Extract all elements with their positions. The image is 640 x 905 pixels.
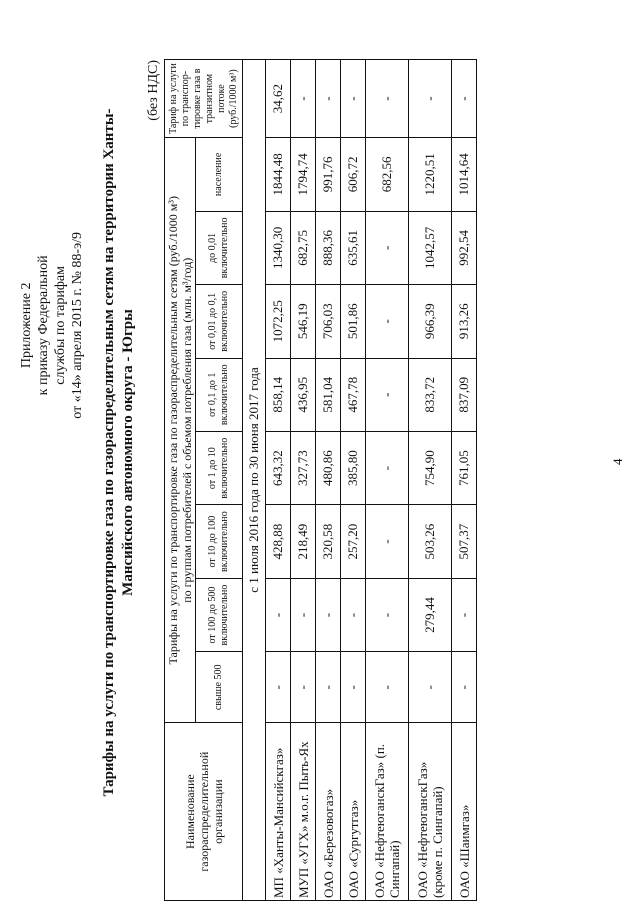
tariff-group-header-line-1: Тарифы на услуги по транспортировке газа по газораспределительным сетям (руб./1000 м³) (166, 196, 180, 665)
table-row (266, 60, 291, 901)
org-name-cell: ОАО «Шаимгаз» (452, 723, 477, 901)
tariff-value-cell: 606,72 (341, 138, 366, 211)
table-row (409, 60, 452, 901)
tariff-value-cell: - (409, 652, 452, 723)
tariff-value-cell: 501,86 (341, 285, 366, 358)
tariff-value-cell: 888,36 (316, 211, 341, 284)
transit-tariff-header: Тариф на услуги по транспор-тировке газа в транзитном потоке (руб./1000 м³) (165, 60, 243, 138)
tariff-value-cell: 218,49 (291, 505, 316, 578)
table-row (316, 60, 341, 901)
tariff-group-header-line-2: по группам потребителей с объемом потребления газа (млн. м³/год) (180, 257, 194, 603)
tariff-value-cell: - (452, 652, 477, 723)
document-title (100, 0, 138, 905)
tariff-value-cell: 480,86 (316, 431, 341, 504)
tariff-value-cell: - (366, 652, 409, 723)
tariff-value-cell: 257,20 (341, 505, 366, 578)
tariff-value-cell: 279,44 (409, 578, 452, 651)
tariff-value-cell: - (266, 652, 291, 723)
tariff-value-cell: - (452, 60, 477, 138)
subheader-1-10: от 1 до 10 включительно (196, 431, 243, 504)
tariff-value-cell: 991,76 (316, 138, 341, 211)
tariff-value-cell: 706,03 (316, 285, 341, 358)
tariff-value-cell: - (366, 60, 409, 138)
subheader-over-500: свыше 500 (196, 652, 243, 723)
tariff-value-cell: 682,75 (291, 211, 316, 284)
subheader-100-500: от 100 до 500 включительно (196, 578, 243, 651)
tariff-value-cell: 635,61 (341, 211, 366, 284)
subheader-under-001: до 0,01 включительно (196, 211, 243, 284)
tariff-value-cell: - (316, 652, 341, 723)
tariff-value-cell: 546,19 (291, 285, 316, 358)
tariff-value-cell: 1072,25 (266, 285, 291, 358)
tariff-value-cell: 1340,30 (266, 211, 291, 284)
table-row (291, 60, 316, 901)
org-name-cell: ОАО «НефтеюганскГаз» (п. Сингапай) (366, 723, 409, 901)
tariff-value-cell: 858,14 (266, 358, 291, 431)
title-line-2: Мансийского автономного округа - Югры (120, 309, 136, 596)
tariff-value-cell: 1220,51 (409, 138, 452, 211)
tariffs-table-body (243, 60, 477, 901)
tariff-value-cell: - (366, 431, 409, 504)
tariff-value-cell: 966,39 (409, 285, 452, 358)
table-row (341, 60, 366, 901)
subheader-10-100: от 10 до 100 включительно (196, 505, 243, 578)
tariff-value-cell: - (341, 60, 366, 138)
tariffs-table (164, 59, 477, 901)
tariff-value-cell: - (452, 578, 477, 651)
tariff-value-cell: - (366, 211, 409, 284)
tariff-value-cell: 682,56 (366, 138, 409, 211)
tariff-value-cell: 833,72 (409, 358, 452, 431)
tariff-value-cell: 1014,64 (452, 138, 477, 211)
subheader-population: население (196, 138, 243, 211)
tariff-value-cell: - (409, 60, 452, 138)
subheader-01-1: от 0,1 до 1 включительно (196, 358, 243, 431)
tariff-value-cell: 428,88 (266, 505, 291, 578)
tariff-value-cell: - (291, 578, 316, 651)
tariff-value-cell: - (366, 578, 409, 651)
table-row (366, 60, 409, 901)
tariff-value-cell: - (341, 578, 366, 651)
org-name-cell: ОАО «Березовогаз» (316, 723, 341, 901)
tariff-value-cell: 643,32 (266, 431, 291, 504)
tariff-value-cell: - (316, 578, 341, 651)
appendix-header (18, 232, 86, 419)
tariff-value-cell: 761,05 (452, 431, 477, 504)
tariff-value-cell: 913,26 (452, 285, 477, 358)
tariff-value-cell: 1042,57 (409, 211, 452, 284)
tariff-value-cell: 385,80 (341, 431, 366, 504)
tariff-value-cell: 754,90 (409, 431, 452, 504)
tariff-value-cell: - (366, 505, 409, 578)
table-row (452, 60, 477, 901)
tariff-value-cell: 34,62 (266, 60, 291, 138)
tariff-value-cell: - (341, 652, 366, 723)
tariff-value-cell: 992,54 (452, 211, 477, 284)
tariff-value-cell: 837,09 (452, 358, 477, 431)
title-line-1: Тарифы на услуги по транспортировке газа по газораспределительным сетям на территории Ханты- (101, 108, 117, 797)
org-name-cell: ОАО «Сургутгаз» (341, 723, 366, 901)
tariff-value-cell: 503,26 (409, 505, 452, 578)
tariff-value-cell: 581,04 (316, 358, 341, 431)
tariff-value-cell: - (316, 60, 341, 138)
period-row (243, 60, 266, 901)
org-name-cell: МУП «УГХ» м.о.г. Пыть-Ях (291, 723, 316, 901)
tariff-value-cell: 320,58 (316, 505, 341, 578)
tariff-value-cell: - (366, 358, 409, 431)
org-name-cell: МП «Ханты-Мансийскгаз» (266, 723, 291, 901)
period-label: с 1 июля 2016 года по 30 июня 2017 года (243, 60, 266, 901)
tariff-group-header (165, 138, 196, 723)
page-number: 4 (610, 458, 625, 465)
org-column-header: Наименование газораспределительной организации (165, 723, 243, 901)
tariff-value-cell: 1844,48 (266, 138, 291, 211)
vat-note: (без НДС) (146, 60, 161, 121)
tariff-value-cell: - (366, 285, 409, 358)
appendix-line-2: к приказу Федеральной (36, 255, 51, 396)
tariff-value-cell: 1794,74 (291, 138, 316, 211)
tariff-value-cell: - (291, 60, 316, 138)
appendix-line-1: Приложение 2 (19, 282, 34, 369)
tariff-value-cell: - (291, 652, 316, 723)
tariff-value-cell: 507,37 (452, 505, 477, 578)
tariff-value-cell: 467,78 (341, 358, 366, 431)
org-name-cell: ОАО «НефтеюганскГаз» (кроме п. Сингапай) (409, 723, 452, 901)
tariff-value-cell: 436,95 (291, 358, 316, 431)
appendix-line-4: от «14» апреля 2015 г. № 88-э/9 (70, 232, 85, 419)
tariff-value-cell: - (266, 578, 291, 651)
tariff-value-cell: 327,73 (291, 431, 316, 504)
appendix-line-3: службы по тарифам (53, 266, 68, 385)
subheader-001-01: от 0,01 до 0,1 включительно (196, 285, 243, 358)
